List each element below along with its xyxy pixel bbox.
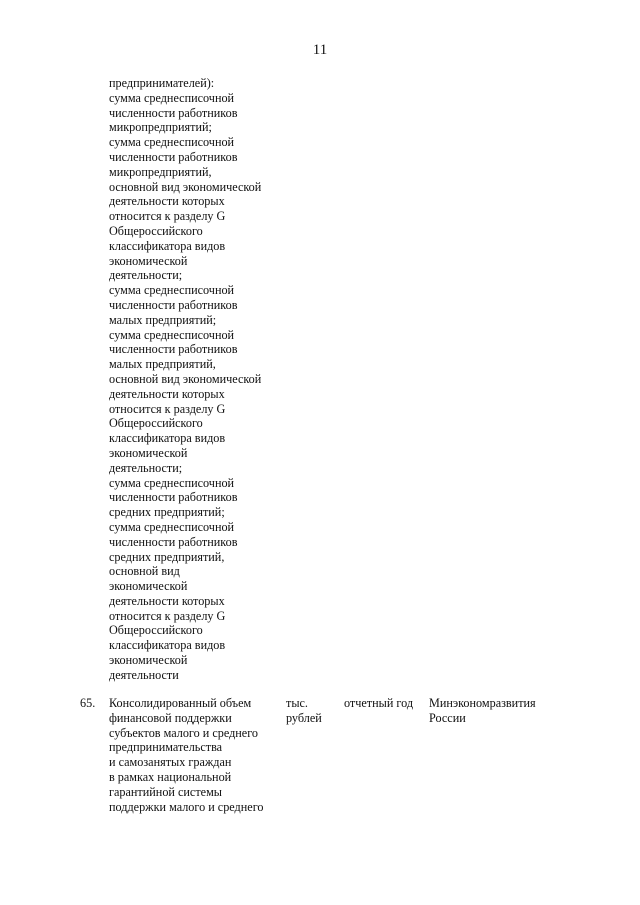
text-line: основной вид экономической — [109, 371, 262, 386]
text-line: экономической — [109, 653, 188, 668]
text-line: классификатора видов — [109, 431, 226, 446]
text-line: сумма среднесписочной — [109, 283, 235, 298]
indicator-name-line: Консолидированный объем — [109, 696, 252, 710]
text-line: деятельности которых — [109, 386, 225, 401]
unit-line: рублей — [286, 710, 322, 725]
indicator-name-line: финансовой поддержки — [109, 710, 232, 725]
text-line: экономической — [109, 579, 188, 594]
row-number: 65. — [80, 696, 96, 710]
responsible-agency — [429, 696, 536, 726]
indicator-name-line: субъектов малого и среднего — [109, 725, 259, 740]
text-line: численности работников — [109, 149, 238, 164]
responsible-line: Минэкономразвития — [429, 696, 536, 710]
indicator-name-line: поддержки малого и среднего — [109, 799, 264, 814]
unit-of-measure — [286, 696, 322, 726]
text-line: классификатора видов — [109, 638, 226, 653]
text-line: деятельности; — [109, 268, 183, 283]
text-line: сумма среднесписочной — [109, 519, 235, 534]
text-line: относится к разделу G — [109, 209, 226, 224]
indicator-name — [109, 696, 263, 814]
text-line: деятельности которых — [109, 194, 225, 209]
text-line: численности работников — [109, 297, 238, 312]
text-line: экономической — [109, 253, 188, 268]
text-line: деятельности; — [109, 460, 183, 475]
unit-line: тыс. — [286, 696, 308, 710]
indicator-continuation-text — [109, 76, 299, 683]
reporting-period — [344, 696, 413, 711]
text-line: средних предприятий; — [109, 505, 225, 520]
text-line: численности работников — [109, 490, 238, 505]
indicator-name-line: и самозанятых граждан — [109, 755, 232, 770]
text-line: относится к разделу G — [109, 401, 226, 416]
text-line: микропредприятий; — [109, 120, 212, 135]
text-line: численности работников — [109, 534, 238, 549]
period-line: отчетный год — [344, 696, 414, 710]
indicator-name-line: гарантийной системы — [109, 784, 222, 799]
text-line: деятельности которых — [109, 593, 225, 608]
text-line: предпринимателей): — [109, 76, 215, 90]
text-line: классификатора видов — [109, 238, 226, 253]
responsible-line: России — [429, 710, 466, 725]
text-line: численности работников — [109, 105, 238, 120]
text-line: сумма среднесписочной — [109, 90, 235, 105]
text-line: микропредприятий, — [109, 164, 212, 179]
text-line: сумма среднесписочной — [109, 327, 235, 342]
text-line: основной вид — [109, 564, 180, 579]
text-line: сумма среднесписочной — [109, 475, 235, 490]
text-line: Общероссийского — [109, 416, 203, 431]
text-line: деятельности — [109, 667, 179, 682]
text-line: относится к разделу G — [109, 608, 226, 623]
text-line: малых предприятий, — [109, 357, 216, 372]
text-line: малых предприятий; — [109, 312, 217, 327]
text-line: численности работников — [109, 342, 238, 357]
text-line: средних предприятий, — [109, 549, 225, 564]
indicator-name-line: предпринимательства — [109, 740, 223, 755]
text-line: Общероссийского — [109, 623, 203, 638]
text-line: экономической — [109, 445, 188, 460]
text-line: основной вид экономической — [109, 179, 262, 194]
page-number: 11 — [312, 42, 328, 58]
indicator-name-line: в рамках национальной — [109, 769, 232, 784]
text-line: сумма среднесписочной — [109, 135, 235, 150]
text-line: Общероссийского — [109, 223, 203, 238]
